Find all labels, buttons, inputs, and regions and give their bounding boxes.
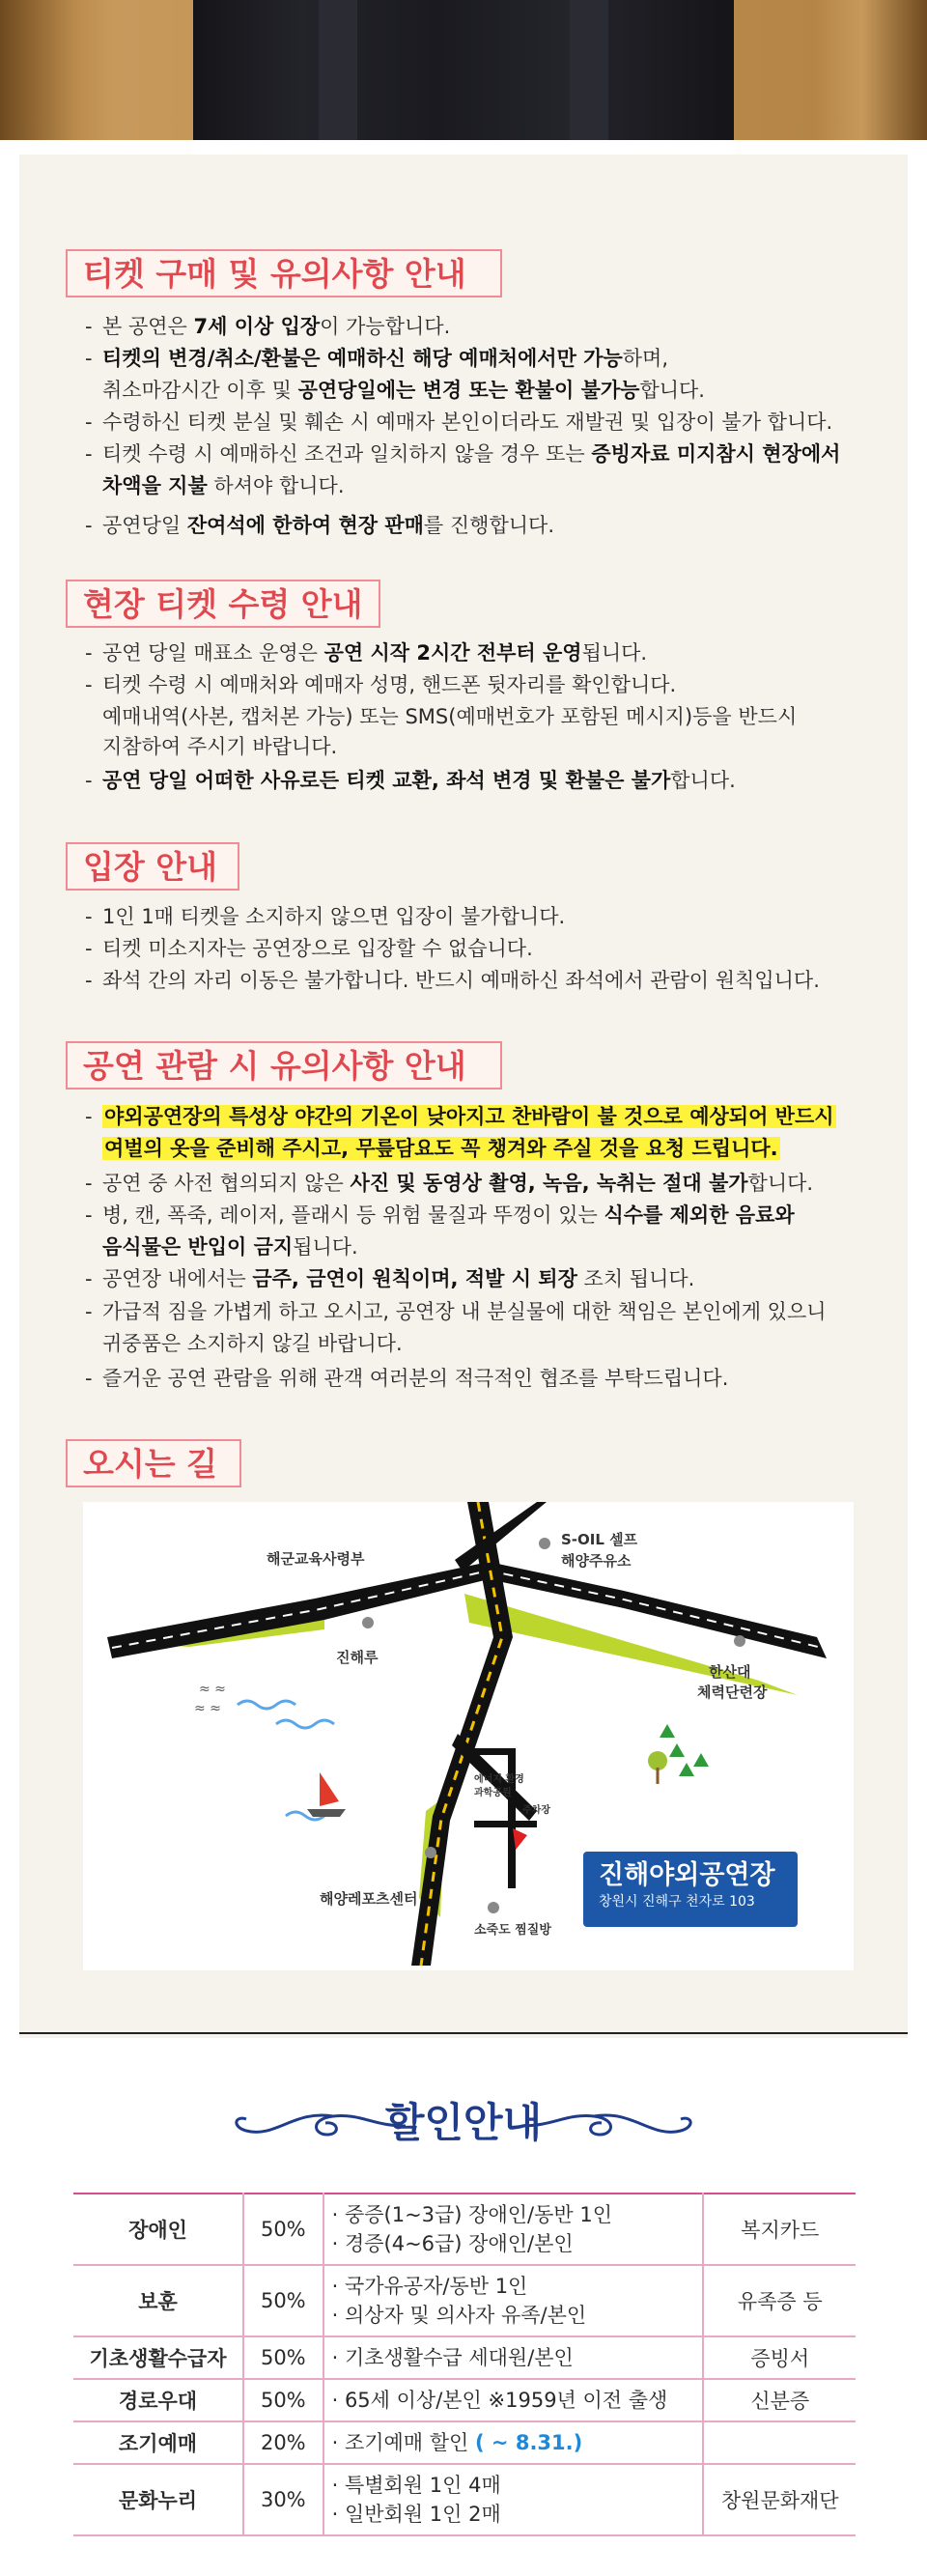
section-title: 현장 티켓 수령 안내 <box>66 580 380 628</box>
discount-rate: 20% <box>243 2421 323 2464</box>
bullet-dash: - <box>85 1300 93 1323</box>
discount-title: 할인안내 <box>384 2099 543 2146</box>
bullet-dash: - <box>85 1267 93 1290</box>
section-title: 티켓 구매 및 유의사항 안내 <box>66 249 502 297</box>
tree-icon <box>669 1743 685 1757</box>
discount-document: 신분증 <box>703 2379 856 2421</box>
notice-item: - 티켓의 변경/취소/환불은 예매하신 해당 예매처에서만 가능하며, <box>85 343 857 374</box>
bullet-dash: - <box>85 1367 93 1390</box>
table-row <box>73 2265 856 2336</box>
notice-item: - 공연 당일 매표소 운영은 공연 시작 2시간 전부터 운영됩니다. <box>85 637 857 668</box>
bullet-dash: - <box>85 937 93 960</box>
venue-name: 진해야외공연장 <box>599 1860 775 1890</box>
notice-item: - 티켓 미소지자는 공연장으로 입장할 수 없습니다. <box>85 933 857 964</box>
bullet-dash: - <box>85 1105 93 1128</box>
birds-icon: ≈ ≈ <box>199 1682 226 1697</box>
notice-item: - 티켓 수령 시 예매하신 조건과 일치하지 않을 경우 또는 증빙자료 미지참시 현장에서 <box>85 439 857 469</box>
notice-item: - 공연 중 사전 협의되지 않은 사진 및 동영상 촬영, 녹음, 녹취는 절대 불가합니다. <box>85 1168 857 1199</box>
poi-dot <box>734 1635 745 1647</box>
suit-image <box>193 0 734 140</box>
notice-item: 취소마감시간 이후 및 공연당일에는 변경 또는 환불이 불가능합니다. <box>102 379 705 402</box>
table-row <box>73 2336 856 2379</box>
discount-category: 경로우대 <box>73 2379 243 2421</box>
main-road <box>107 1562 827 1658</box>
wave-icon <box>276 1720 334 1728</box>
bullet-dash: - <box>85 514 93 537</box>
discount-document: 증빙서 <box>703 2336 856 2379</box>
notice-item: 지참하여 주시기 바랍니다. <box>102 735 338 758</box>
label-hansan: 한산대 <box>709 1663 751 1681</box>
directions-map <box>83 1502 854 1970</box>
notice-item: - 즐거운 공연 관람을 위해 관객 여러분의 적극적인 협조를 부탁드립니다. <box>85 1363 857 1394</box>
discount-description: · 중증(1~3급) 장애인/동반 1인 · 경증(4~6급) 장애인/본인 <box>323 2194 704 2265</box>
bullet-dash: - <box>85 673 93 696</box>
notice-item: - 수령하신 티켓 분실 및 훼손 시 예매자 본인이더라도 재발권 및 입장이 불가 합니다. <box>85 407 857 438</box>
notice-item: - 본 공연은 7세 이상 입장이 가능합니다. <box>85 311 857 342</box>
label-energy-2: 과학공원 <box>474 1788 512 1798</box>
discount-document: 유족증 등 <box>703 2265 856 2336</box>
discount-rate: 50% <box>243 2379 323 2421</box>
bullet-dash: - <box>85 315 93 338</box>
discount-document <box>703 2421 856 2464</box>
tree-icon <box>693 1753 709 1767</box>
performer-photo <box>0 0 927 140</box>
discount-description: · 기초생활수급 세대원/본인 <box>323 2336 704 2379</box>
discount-category: 조기예매 <box>73 2421 243 2464</box>
discount-category: 장애인 <box>73 2194 243 2265</box>
label-jinhaeru: 진해루 <box>336 1649 379 1666</box>
label-parking: 주차장 <box>522 1805 550 1816</box>
notice-item: - 좌석 간의 자리 이동은 불가합니다. 반드시 예매하신 좌석에서 관람이 원칙입니다. <box>85 965 857 996</box>
discount-description: · 국가유공자/동반 1인 · 의상자 및 의사자 유족/본인 <box>323 2265 704 2336</box>
notice-item: - 공연 당일 어떠한 사유로든 티켓 교환, 좌석 변경 및 환불은 불가합니다. <box>85 765 857 796</box>
table-row <box>73 2379 856 2421</box>
discount-category: 기초생활수급자 <box>73 2336 243 2379</box>
discount-rate: 30% <box>243 2464 323 2535</box>
notice-item: 차액을 지불 하셔야 합니다. <box>102 474 345 497</box>
venue-label-box <box>583 1852 798 1927</box>
section-divider <box>19 2032 908 2034</box>
section-title: 입장 안내 <box>66 842 239 891</box>
bullet-dash: - <box>85 347 93 370</box>
discount-rate: 50% <box>243 2336 323 2379</box>
poi-dot <box>539 1538 550 1549</box>
sailboat-icon <box>320 1772 339 1806</box>
notice-item: - 티켓 수령 시 예매처와 예매자 성명, 핸드폰 뒷자리를 확인합니다. <box>85 669 857 700</box>
birds-icon: ≈ ≈ <box>194 1701 221 1716</box>
notice-item: 귀중품은 소지하지 않길 바랍니다. <box>102 1332 403 1355</box>
table-row <box>73 2194 856 2265</box>
bullet-dash: - <box>85 410 93 434</box>
label-soil: S-OIL 셀프 <box>561 1531 638 1548</box>
poi-dot <box>425 1847 436 1858</box>
notice-item: - 1인 1매 티켓을 소지하지 않으면 입장이 불가합니다. <box>85 901 857 932</box>
notice-item: 예매내역(사본, 캡처본 가능) 또는 SMS(예매번호가 포함된 메시지)등을 반드시 <box>102 705 798 728</box>
bullet-dash: - <box>85 641 93 665</box>
bullet-dash: - <box>85 769 93 792</box>
section-title: 오시는 길 <box>66 1439 241 1487</box>
bullet-dash: - <box>85 905 93 928</box>
section-title: 공연 관람 시 유의사항 안내 <box>66 1041 502 1090</box>
discount-table <box>73 2193 856 2536</box>
tree-icon <box>660 1724 675 1738</box>
notice-item: 음식물은 반입이 금지됩니다. <box>102 1235 358 1259</box>
discount-description: · 조기예매 할인 ( ~ 8.31.) <box>323 2421 704 2464</box>
notice-item: 여벌의 옷을 준비해 주시고, 무릎담요도 꼭 챙겨와 주실 것을 요청 드립니다. <box>104 1137 778 1160</box>
bullet-dash: - <box>85 969 93 992</box>
label-sojuk: 소죽도 찜질방 <box>474 1923 551 1938</box>
discount-category: 보훈 <box>73 2265 243 2336</box>
bullet-dash: - <box>85 1203 93 1227</box>
label-marine: 해양레포츠센터 <box>320 1890 418 1908</box>
table-row <box>73 2464 856 2535</box>
label-energy: 에너지 환경 <box>474 1774 524 1785</box>
poi-dot <box>488 1902 499 1913</box>
discount-description: · 65세 이상/본인 ※1959년 이전 출생 <box>323 2379 704 2421</box>
discount-rate: 50% <box>243 2194 323 2265</box>
discount-document: 창원문화재단 <box>703 2464 856 2535</box>
bullet-dash: - <box>85 1172 93 1195</box>
wave-icon <box>238 1701 295 1709</box>
label-hansan-2: 체력단련장 <box>697 1684 768 1701</box>
venue-address: 창원시 진해구 천자로 103 <box>599 1894 755 1910</box>
discount-description: · 특별회원 1인 4매 · 일반회원 1인 2매 <box>323 2464 704 2535</box>
table-row <box>73 2421 856 2464</box>
notice-item: - 공연당일 잔여석에 한하여 현장 판매를 진행합니다. <box>85 510 857 541</box>
discount-rate: 50% <box>243 2265 323 2336</box>
tree-icon <box>679 1763 694 1776</box>
discount-category: 문화누리 <box>73 2464 243 2535</box>
label-navy-hq: 해군교육사령부 <box>267 1550 365 1568</box>
flourish-right-icon <box>517 2111 710 2140</box>
bullet-dash: - <box>85 442 93 466</box>
poi-dot <box>362 1617 374 1628</box>
discount-document: 복지카드 <box>703 2194 856 2265</box>
notice-item: - 가급적 짐을 가볍게 하고 오시고, 공연장 내 분실물에 대한 책임은 본인에게 있으니 <box>85 1296 857 1327</box>
label-soil-2: 해양주유소 <box>561 1552 632 1570</box>
notice-item: - 야외공연장의 특성상 야간의 기온이 낮아지고 찬바람이 불 것으로 예상되어 반드시 <box>85 1101 857 1132</box>
notice-item: - 병, 캔, 폭죽, 레이저, 플래시 등 위험 물질과 뚜껑이 있는 식수를 제외한 음료와 <box>85 1200 857 1231</box>
notice-item: - 공연장 내에서는 금주, 금연이 원칙이며, 적발 시 퇴장 조치 됩니다. <box>85 1263 857 1294</box>
